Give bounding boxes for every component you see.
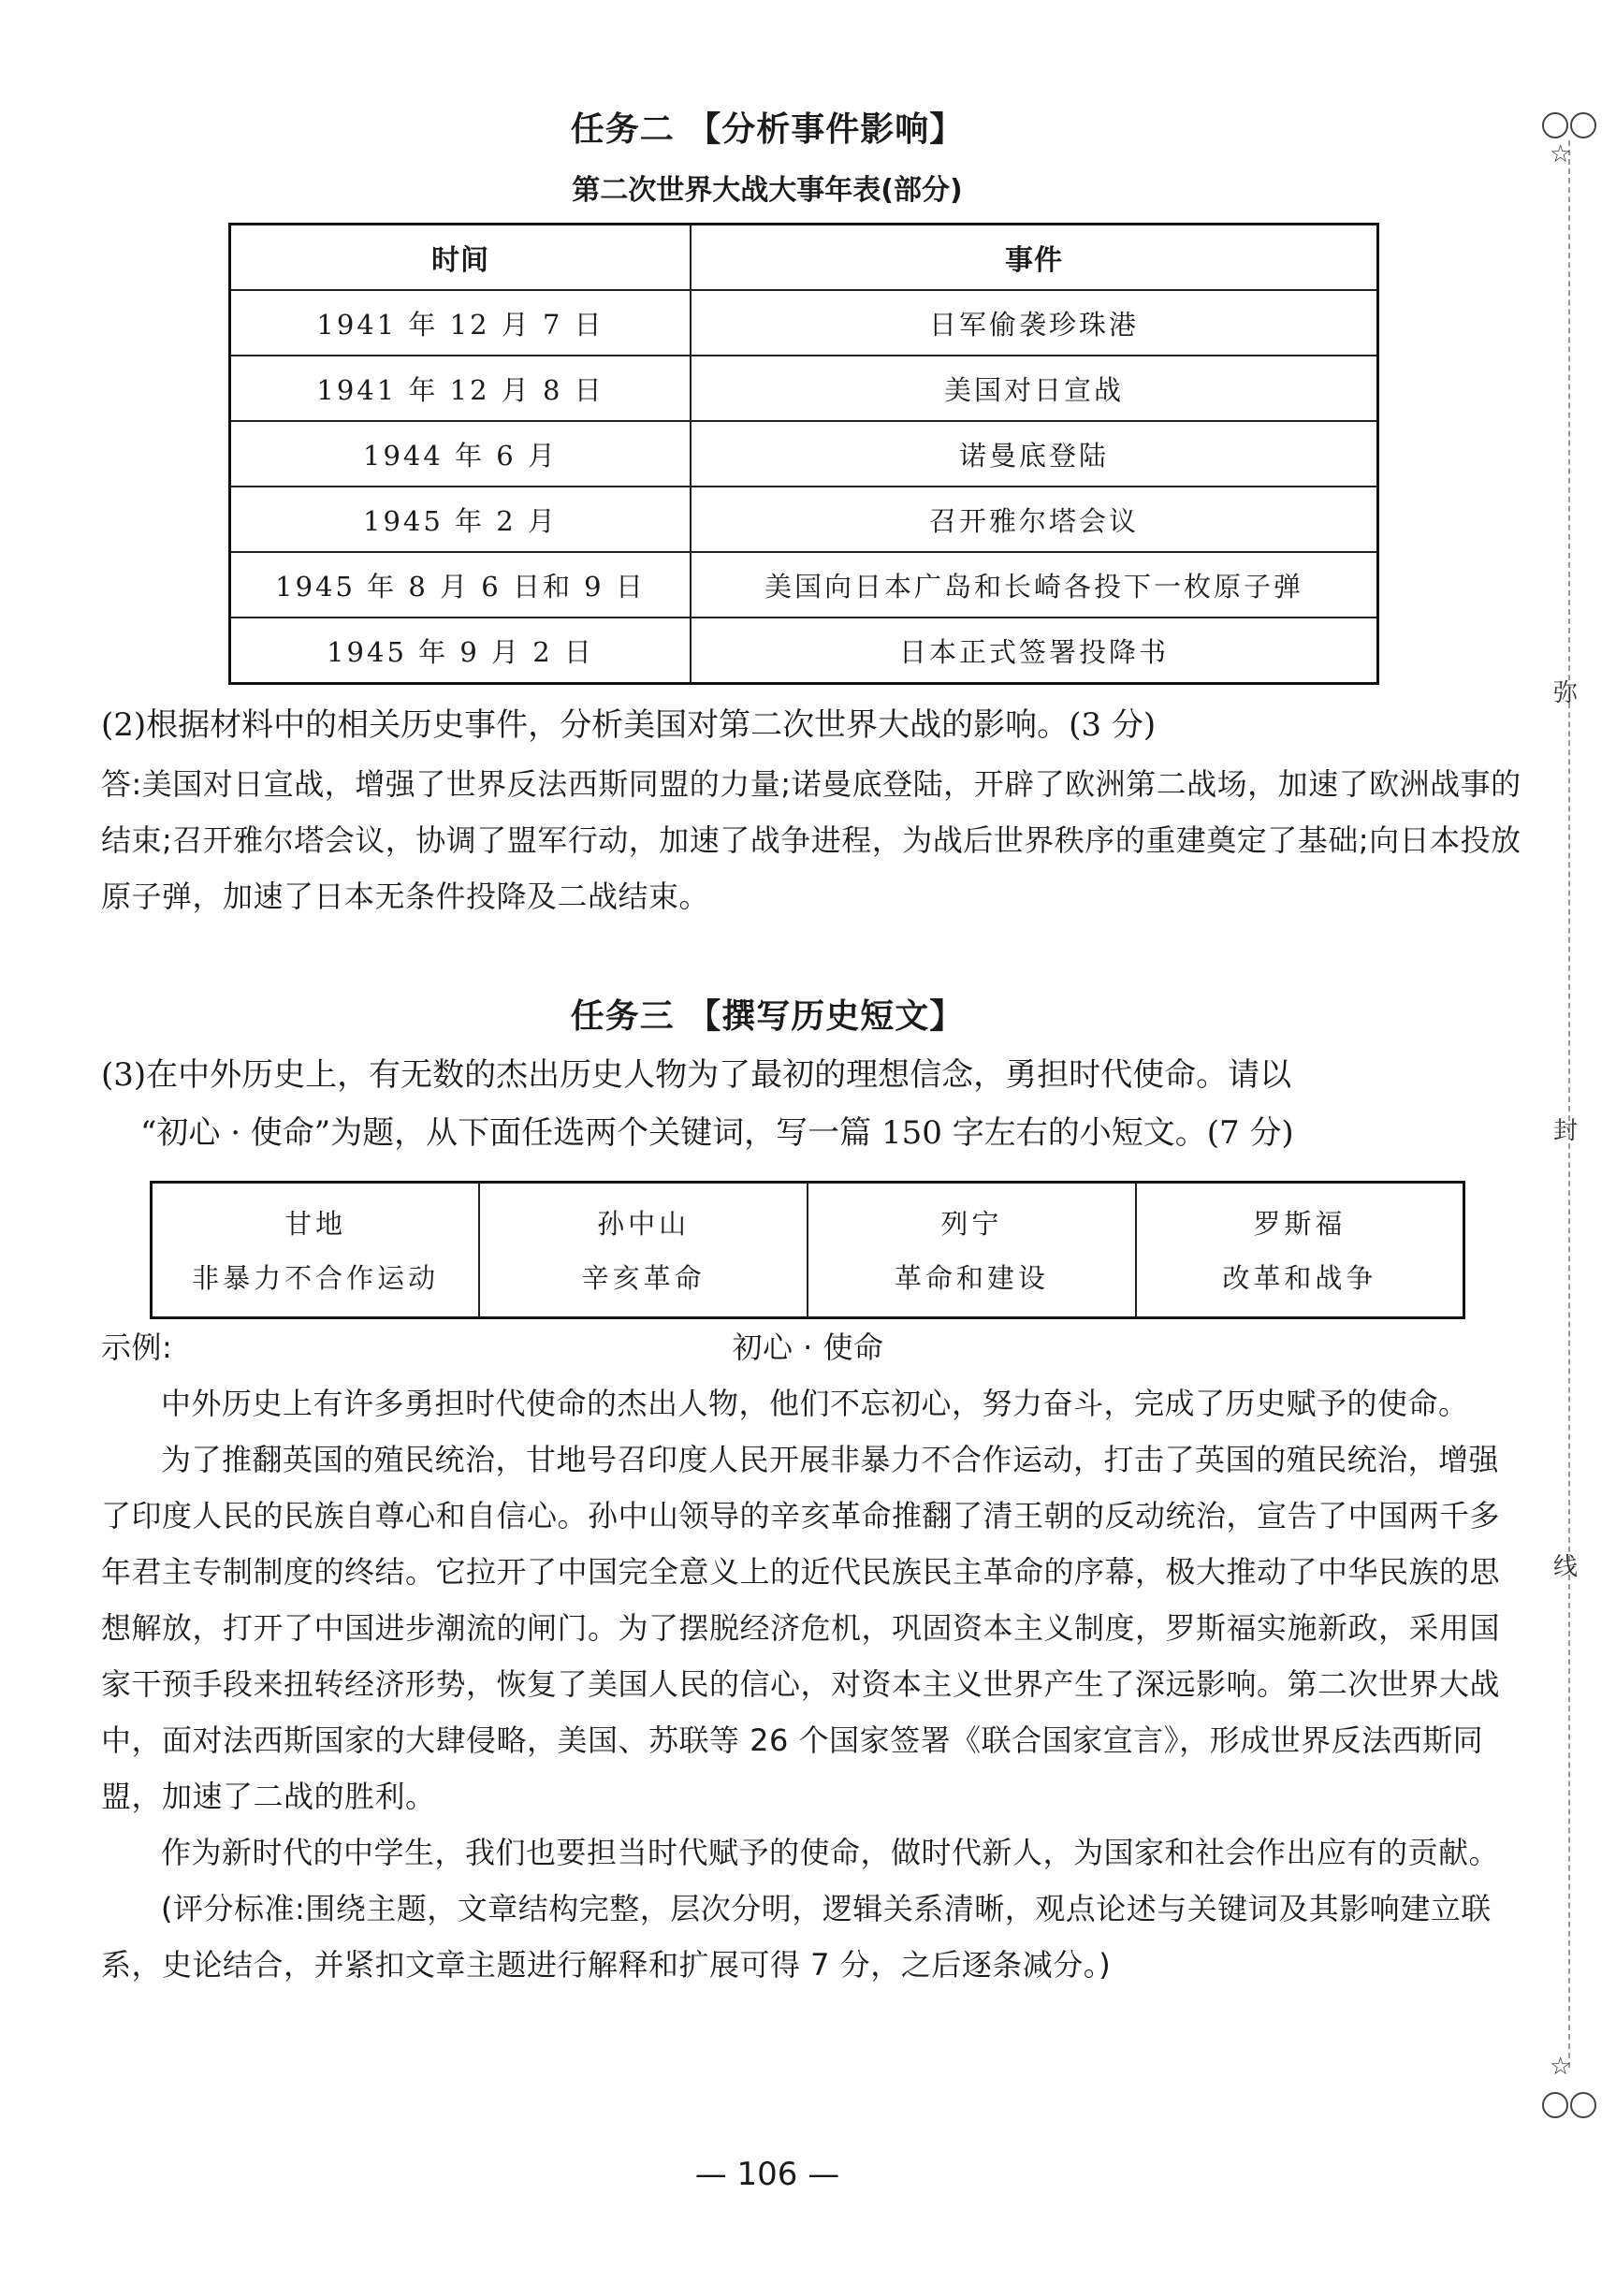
keyword-person: 孙中山 (597, 1208, 691, 1240)
essay-paragraph: 作为新时代的中学生，我们也要担当时代赋予的使命，做时代新人，为国家和社会作出应有的贡献。 (161, 1835, 1500, 1870)
table-row (230, 290, 1378, 356)
binding-hole-bottom-icon (1570, 2092, 1596, 2118)
keyword-event: 革命和建设 (894, 1262, 1049, 1294)
table-row (230, 356, 1378, 421)
example-label: 示例: (101, 1330, 173, 1365)
keyword-person: 列宁 (940, 1208, 1003, 1240)
time-cell: 1945 年 8 月 6 日和 9 日 (230, 552, 692, 618)
table-title: 第二次世界大战大事年表(部分) (572, 174, 963, 207)
task2-heading: 任务二 【分析事件影响】 (570, 110, 965, 149)
keyword-cell (1136, 1183, 1464, 1318)
essay-body (101, 1375, 1523, 1993)
binding-hole-top-icon (1542, 112, 1568, 138)
answer-2: 答:美国对日宣战，增强了世界反法西斯同盟的力量;诺曼底登陆，开辟了欧洲第二战场，加速了欧洲战事的结束;召开雅尔塔会议，协调了盟军行动，加速了战争进程，为战后世界秩序的重建奠定了基础;向日本投放原子弹，加速了日本无条件投降及二战结束。 (101, 766, 1521, 914)
question-3-line1: (3)在中外历史上，有无数的杰出历史人物为了最初的理想信念，勇担时代使命。请以 (101, 1056, 1292, 1094)
essay-paragraph: 为了推翻英国的殖民统治，甘地号召印度人民开展非暴力不合作运动，打击了英国的殖民统治，增强了印度人民的民族自尊心和自信心。孙中山领导的辛亥革命推翻了清王朝的反动统治，宣告了中国两千多年君主专制制度的终结。它拉开了中国完全意义上的近代民族民主革命的序幕，极大推动了中华民族的思想解放，打开了中国进步潮流的闸门。为了摆脱经济危机，巩固资本主义制度，罗斯福实施新政，采用国家干预手段来扭转经济形势，恢复了美国人民的信心，对资本主义世界产生了深远影响。第二次世界大战中，面对法西斯国家的大肆侵略，美国、苏联等 26 个国家签署《联合国家宣言》，形成世界反法西斯同盟，加速了二战的胜利。 (101, 1442, 1501, 1814)
essay-title: 初心 · 使命 (732, 1330, 884, 1365)
margin-char-mi: 弥 (1553, 679, 1579, 707)
event-cell: 召开雅尔塔会议 (691, 487, 1378, 552)
essay-paragraph: 中外历史上有许多勇担时代使命的杰出人物，他们不忘初心，努力奋斗，完成了历史赋予的使命。 (161, 1386, 1469, 1421)
margin-char-xian: 线 (1553, 1553, 1579, 1581)
star-icon: ☆ (1550, 2053, 1572, 2081)
event-cell: 日本正式签署投降书 (691, 618, 1378, 684)
event-cell: 美国向日本广岛和长崎各投下一枚原子弹 (691, 552, 1378, 618)
time-cell: 1941 年 12 月 7 日 (230, 290, 692, 356)
binding-line (1568, 140, 1570, 2068)
column-header-time: 时间 (230, 225, 692, 291)
keyword-person: 罗斯福 (1253, 1208, 1347, 1240)
time-cell: 1945 年 9 月 2 日 (230, 618, 692, 684)
task3-heading: 任务三 【撰写历史短文】 (570, 997, 965, 1036)
grading-note: (评分标准:围绕主题，文章结构完整，层次分明，逻辑关系清晰，观点论述与关键词及其影响建立联系，史论结合，并紧扣文章主题进行解释和扩展可得 7 分，之后逐条减分。) (101, 1891, 1492, 1983)
margin-char-feng: 封 (1553, 1117, 1579, 1145)
column-header-event: 事件 (691, 225, 1378, 291)
binding-hole-bottom-icon (1542, 2092, 1568, 2118)
keywords-row (152, 1183, 1464, 1318)
question-2: (2)根据材料中的相关历史事件，分析美国对第二次世界大战的影响。(3 分) (101, 706, 1157, 744)
time-cell: 1941 年 12 月 8 日 (230, 356, 692, 421)
keywords-table (150, 1181, 1465, 1319)
table-row (230, 487, 1378, 552)
table-row (230, 421, 1378, 487)
time-cell: 1944 年 6 月 (230, 421, 692, 487)
event-cell: 日军偷袭珍珠港 (691, 290, 1378, 356)
time-cell: 1945 年 2 月 (230, 487, 692, 552)
keyword-person: 甘地 (284, 1208, 347, 1240)
binding-hole-top-icon (1570, 112, 1596, 138)
table-header-row (230, 225, 1378, 291)
keyword-cell (152, 1183, 480, 1318)
star-icon: ☆ (1550, 140, 1572, 168)
event-cell: 美国对日宣战 (691, 356, 1378, 421)
keyword-cell (479, 1183, 808, 1318)
question-3-line2: “初心 · 使命”为题，从下面任选两个关键词，写一篇 150 字左右的小短文。(7 分) (140, 1114, 1294, 1152)
keyword-event: 非暴力不合作运动 (192, 1262, 440, 1294)
keyword-event: 辛亥革命 (581, 1262, 706, 1294)
table-row (230, 552, 1378, 618)
events-table (228, 223, 1379, 685)
event-cell: 诺曼底登陆 (691, 421, 1378, 487)
page-number: — 106 — (694, 2156, 840, 2193)
keyword-event: 改革和战争 (1222, 1262, 1377, 1294)
keyword-cell (808, 1183, 1136, 1318)
table-row (230, 618, 1378, 684)
